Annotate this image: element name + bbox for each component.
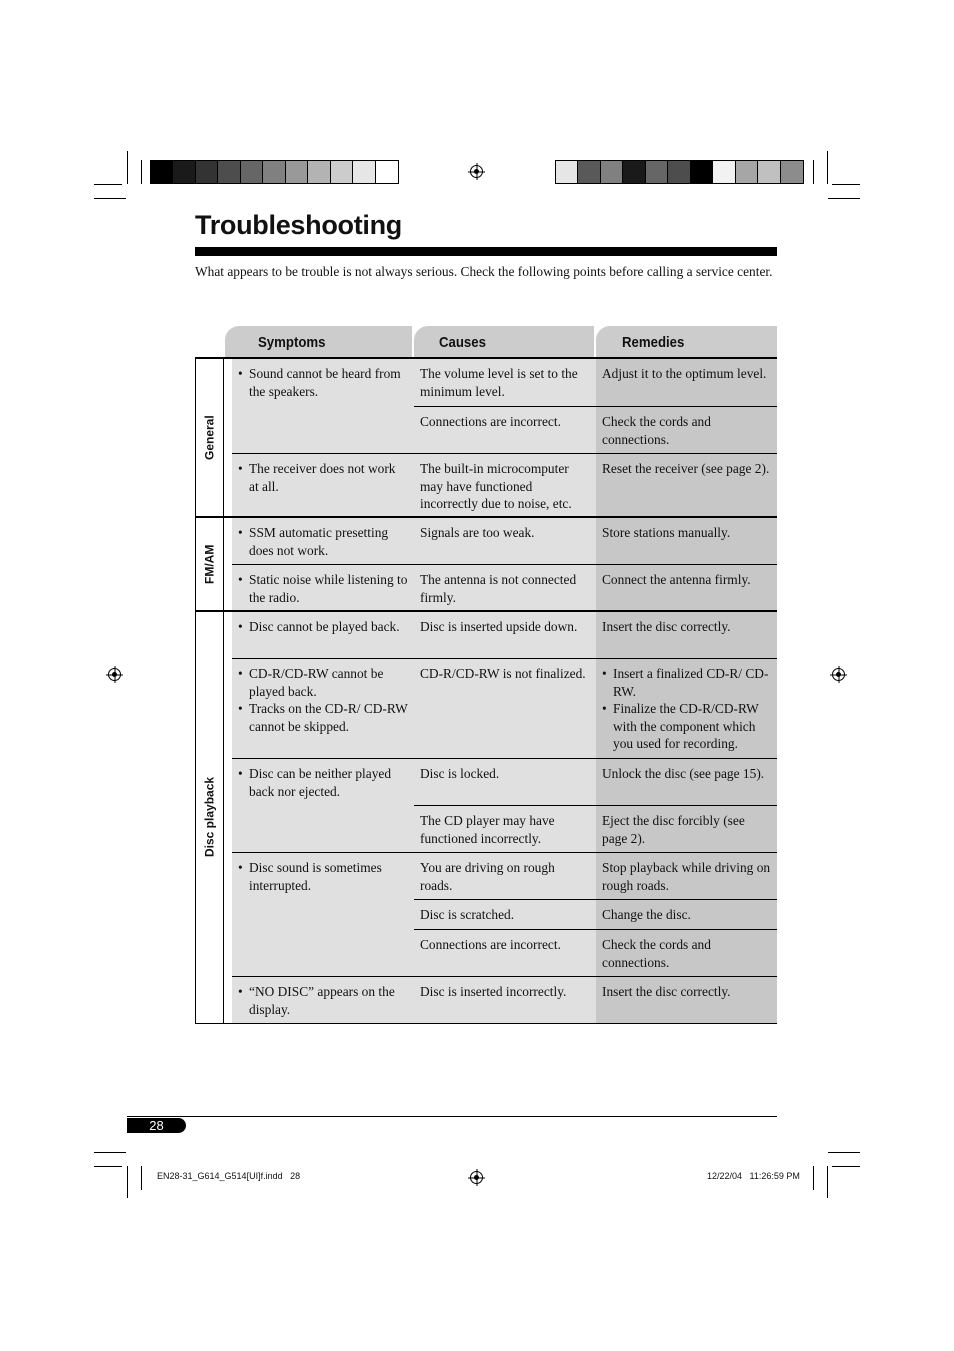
cause-cell: Disc is locked. [414,758,596,805]
registration-mark-icon [470,165,483,178]
symptom-text: • The receiver does not work at all. [238,460,408,495]
symptom-text: • Disc cannot be played back. [238,618,408,636]
title-rule [195,247,777,256]
cause-cell: Disc is inserted upside down. [414,611,596,658]
color-swatch [196,161,218,183]
table-row [232,658,414,758]
remedy-cell: Adjust it to the optimum level. [596,358,777,406]
color-swatch [263,161,285,183]
row-divider [232,976,777,977]
color-swatch [353,161,375,183]
category-disc-playback: Disc playback [202,776,217,858]
symptom-text: • SSM automatic presetting does not work. [238,524,408,559]
cause-cell: You are driving on rough roads. [414,852,596,899]
registration-mark-icon [832,668,845,681]
remedy-cell: Unlock the disc (see page 15). [596,758,777,805]
crop-mark [827,151,828,184]
remedy-cell: Insert the disc correctly. [596,611,777,658]
color-swatch [556,161,578,183]
crop-mark [832,1166,860,1167]
color-swatch [623,161,645,183]
remedy-cell: Store stations manually. [596,517,777,564]
remedy-cell [596,658,777,758]
color-swatch [668,161,690,183]
registration-mark-icon [108,668,121,681]
cause-cell: Signals are too weak. [414,517,596,564]
remedy-cell: Eject the disc forcibly (see page 2). [596,805,777,852]
remedy-cell: Check the cords and connections. [596,406,777,453]
crop-mark [94,1166,122,1167]
row-divider [232,564,777,565]
row-divider [414,899,777,900]
table-border [195,357,777,359]
crop-mark [127,151,128,184]
table-border [223,358,224,1023]
color-swatch [646,161,668,183]
table-row [232,976,414,1023]
symptom-text: • CD-R/CD-RW cannot be played back. [238,665,408,700]
crop-mark [94,184,122,185]
registration-mark-icon [470,1171,483,1184]
remedy-cell: Connect the antenna firmly. [596,564,777,611]
remedy-text: • Finalize the CD-R/CD-RW with the component which you used for recording. [602,700,771,753]
remedy-cell: Check the cords and connections. [596,929,777,976]
remedy-cell: Change the disc. [596,899,777,929]
color-swatch [376,161,398,183]
cause-cell: The antenna is not connected firmly. [414,564,596,611]
row-divider [414,805,777,806]
cause-cell: The built-in microcomputer may have functioned incorrectly due to noise, etc. [414,453,596,517]
color-swatch [286,161,308,183]
table-border [195,516,777,518]
row-divider [232,758,777,759]
row-divider [414,929,777,930]
color-swatch [601,161,623,183]
table-border [195,358,196,1023]
row-divider [232,453,777,454]
color-bar-right [555,160,804,184]
crop-mark [832,184,860,185]
color-swatch [781,161,803,183]
remedy-text: • Insert a finalized CD-R/ CD-RW. [602,665,771,700]
table-row [232,611,414,658]
header-symptoms: Symptoms [225,326,412,358]
cause-cell: Connections are incorrect. [414,929,596,976]
cause-cell: Disc is inserted incorrectly. [414,976,596,1023]
cause-cell: The CD player may have functioned incorrectly. [414,805,596,852]
table-row [232,517,414,564]
color-swatch [218,161,240,183]
category-fmam: FM/AM [202,544,217,584]
row-divider [414,406,777,407]
color-swatch [241,161,263,183]
category-general: General [202,415,217,460]
symptom-text: • “NO DISC” appears on the display. [238,983,408,1018]
table-border [195,610,777,612]
remedy-cell: Stop playback while driving on rough roads. [596,852,777,899]
header-remedies: Remedies [596,326,777,358]
color-swatch [308,161,330,183]
color-swatch [578,161,600,183]
row-divider [232,852,777,853]
remedy-cell: Insert the disc correctly. [596,976,777,1023]
crop-mark [828,198,860,199]
cause-cell: Connections are incorrect. [414,406,596,453]
row-divider [232,658,777,659]
crop-mark [141,160,142,184]
crop-mark [94,1152,126,1153]
page-number: 28 [127,1118,186,1133]
slug-file-info: EN28-31_G614_G514[UI]f.indd 28 [157,1171,301,1181]
cause-cell: The volume level is set to the minimum level. [414,358,596,406]
color-swatch [691,161,713,183]
table-row [232,453,414,517]
crop-mark [94,198,126,199]
cause-cell: CD-R/CD-RW is not finalized. [414,658,596,758]
troubleshooting-table [195,326,777,1023]
color-swatch [151,161,173,183]
intro-text: What appears to be trouble is not always serious. Check the following points before calling a service center. [195,264,773,279]
table-row [232,564,414,611]
color-swatch [331,161,353,183]
table-row [232,758,414,852]
color-swatch [713,161,735,183]
crop-mark [813,1166,814,1190]
crop-mark [813,160,814,184]
symptom-text: • Tracks on the CD-R/ CD-RW cannot be skipped. [238,700,408,735]
symptom-text: • Disc can be neither played back nor ejected. [238,765,408,800]
cause-cell: Disc is scratched. [414,899,596,929]
table-row [232,358,414,453]
header-causes: Causes [414,326,594,358]
slug-timestamp: 12/22/04 11:26:59 PM [707,1171,800,1181]
table-border [195,1023,777,1024]
crop-mark [827,1166,828,1198]
color-swatch [173,161,195,183]
symptom-text: • Static noise while listening to the radio. [238,571,408,606]
footer-rule [127,1116,777,1117]
symptom-text: • Sound cannot be heard from the speakers. [238,365,408,400]
page-title: Troubleshooting [195,210,402,240]
remedy-cell: Reset the receiver (see page 2). [596,453,777,517]
color-swatch [736,161,758,183]
table-row [232,852,414,976]
crop-mark [141,1166,142,1190]
crop-mark [828,1152,860,1153]
symptom-text: • Disc sound is sometimes interrupted. [238,859,408,894]
crop-mark [127,1166,128,1198]
color-bar-left [150,160,399,184]
color-swatch [758,161,780,183]
